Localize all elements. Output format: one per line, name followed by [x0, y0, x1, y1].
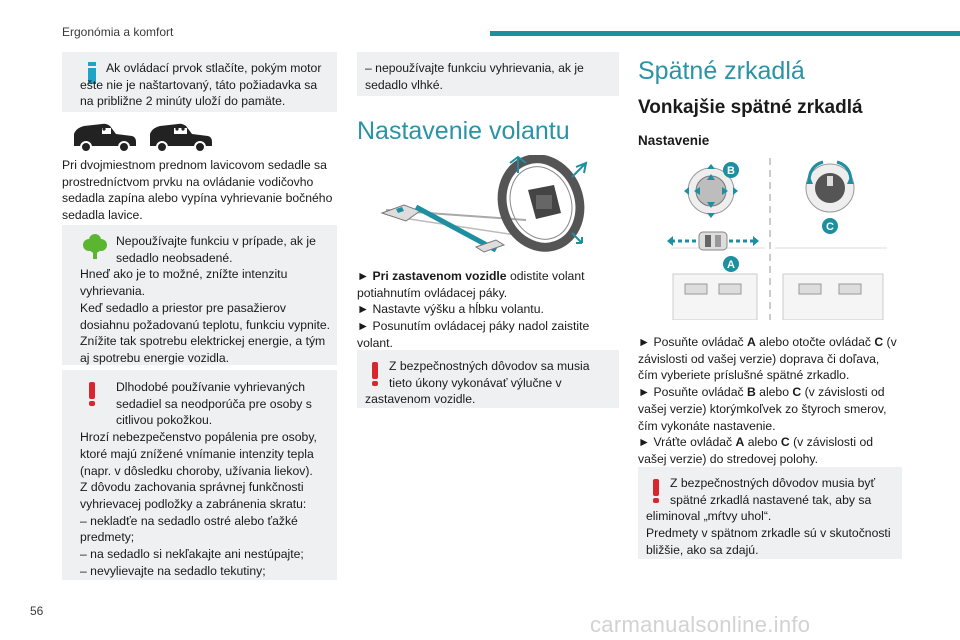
- warning-text-3: – nekladťe na sedadlo ostré alebo ťažké predmety;: [80, 513, 298, 545]
- info-box: [62, 52, 337, 112]
- header-accent-bar: [490, 31, 960, 36]
- eco-text-first: Nepoužívajte funkciu v prípade, ak je sedadlo neobsadené.: [116, 234, 316, 265]
- mirror-step-1: ► Posuňte ovládač A alebo otočte ovládač C (v závislosti od vašej verzie) doprava či doľava, čím vyberiete príslušné spätné zrkadlo.: [638, 335, 897, 383]
- label-b: B: [727, 165, 735, 177]
- warning-text-1: Hrozí nebezpečenstvo popálenia pre osoby, ktoré majú znížené vnímanie intenzity tepla (napr. v dôsledku choroby, užívania liekov).: [80, 430, 317, 478]
- eco-text-1: Hneď ako je to možné, znížte intenzitu vyhrievania.: [80, 267, 288, 299]
- chapter-title: Ergonómia a komfort: [62, 25, 174, 39]
- section-title-mirrors: Spätné zrkadlá: [638, 57, 805, 85]
- steering-step-2: ► Nastavte výšku a hĺbku volantu.: [357, 302, 544, 317]
- subsection-title-outer-mirrors: Vonkajšie spätné zrkadlá: [638, 97, 863, 118]
- warning-text-first: Dlhodobé používanie vyhrievaných sedadiel sa neodporúča pre osoby s citlivou pokožkou.: [116, 380, 312, 428]
- eco-box: [62, 225, 337, 365]
- section-title-steering: Nastavenie volantu: [357, 117, 570, 145]
- mirror-warning-1: eliminoval „mŕtvy uhol“.: [646, 509, 772, 524]
- van-icon-left: [74, 124, 136, 152]
- mirror-step-3: ► Vráťte ovládač A alebo C (v závislosti od vašej verzie) do stredovej polohy.: [638, 435, 874, 466]
- van-icons: [72, 120, 222, 154]
- label-a: A: [727, 259, 735, 271]
- watermark: carmanualsonline.info: [590, 612, 811, 637]
- subheading-adjustment: Nastavenie: [638, 133, 710, 148]
- steering-step-1: ► Pri zastavenom vozidle odistite volant potiahnutím ovládacej páky.: [357, 269, 585, 300]
- warning-box-seats: [62, 370, 337, 580]
- continued-text: – nepoužívajte funkciu vyhrievania, ak je sedadlo vlhké.: [365, 61, 584, 92]
- eco-text-2: Keď sedadlo a priestor pre pasažierov dosiahnu požadovanú teplotu, funkciu vypnite. Znížite tak spotrebu elektrickej energie, a tým aj spotrebu energie vozidla.: [80, 300, 331, 365]
- van-icon-right: [150, 124, 212, 152]
- warning-text-2: Z dôvodu zachovania správnej funkčnosti vyhrievacej podložky a zabránenia skratu:: [80, 480, 307, 511]
- warning-text-5: – nevylievajte na sedadlo tekutiny;: [80, 563, 266, 578]
- mirror-warning-2: Predmety v spätnom zrkadle sú v skutočnosti bližšie, ako sa zdajú.: [646, 526, 891, 557]
- info-text: Ak ovládací prvok stlačíte, pokým motor ešte nie je naštartovaný, táto požiadavka sa na približne 2 minúty uloží do pamäte.: [80, 61, 322, 109]
- steering-wheel-illustration: [376, 155, 591, 255]
- warning-box-mirrors: [638, 467, 902, 559]
- warning-text-4: – na sedadlo si nekľakajte ani nestúpajte;: [80, 547, 304, 562]
- steering-warning-rest: zastavenom vozidle.: [365, 392, 476, 407]
- warning-box-steering: [357, 350, 619, 408]
- label-c: C: [826, 221, 834, 233]
- mirror-steps: [638, 334, 902, 468]
- steering-steps: [357, 268, 619, 352]
- steering-warning-first: Z bezpečnostných dôvodov sa musia tieto úkony vykonávať výlučne v: [389, 359, 590, 390]
- mirror-warning-first: Z bezpečnostných dôvodov musia byť spätné zrkadlá nastavené tak, aby sa: [670, 476, 876, 507]
- steering-step-3: ► Posunutím ovládacej páky nadol zaistite volant.: [357, 319, 590, 350]
- mirror-controls-diagram: [665, 158, 890, 320]
- seat-heating-paragraph: Pri dvojmiestnom prednom lavicovom sedadle sa prostredníctvom prvku na ovládanie vodičovho sedadla zapína alebo vypína vyhrievanie bočného sedadla lavice.: [62, 158, 333, 223]
- continued-box: [357, 52, 619, 96]
- page-number: 56: [30, 604, 44, 618]
- mirror-step-2: ► Posuňte ovládač B alebo C (v závislosti od vašej verzie) ktorýmkoľvek zo štyroch smerov, čím vykonáte nastavenie.: [638, 385, 887, 433]
